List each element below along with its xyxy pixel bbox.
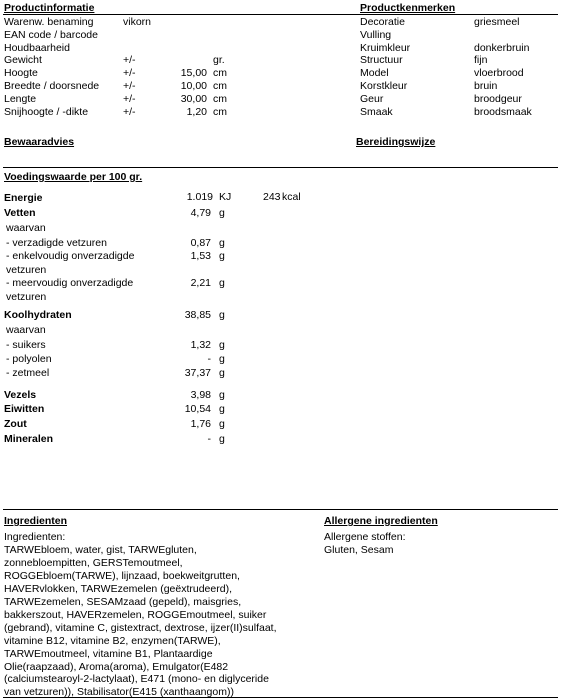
storage-heading: Bewaaradvies — [4, 136, 75, 148]
nutrition-unit: g — [219, 237, 225, 249]
nutrition-unit: g — [219, 207, 225, 219]
product-info-tolerance: +/- — [123, 54, 136, 67]
nutrition-value: 2,21 — [190, 277, 211, 289]
nutrition-value: 4,79 — [190, 207, 211, 219]
nutrition-label-line2: vetzuren — [6, 290, 47, 303]
product-info-unit: gr. — [213, 54, 225, 67]
ingredients-line: Olie(raapzaad), Aroma(aroma), Emulgator(E482 — [4, 660, 229, 673]
ingredients-line: TARWEbloem, water, gist, TARWEgluten, — [4, 543, 197, 556]
product-info-tolerance: +/- — [123, 67, 136, 80]
ingredients-line: ROGGEbloem(TARWE), lijnzaad, boekweitgrutten, — [4, 569, 240, 582]
ingredients-line: Ingredienten: — [4, 531, 66, 543]
nutrition-unit: g — [219, 418, 225, 430]
allergens-value: Gluten, Sesam — [324, 544, 394, 556]
nutrition-unit: g — [219, 309, 225, 321]
product-info-label: Warenw. benaming — [4, 16, 94, 28]
product-info-value: 15,00 — [180, 67, 207, 80]
product-info-label: Gewicht — [4, 54, 42, 67]
product-info-value: 1,20 — [186, 105, 207, 118]
nutrition-unit: g — [219, 277, 225, 289]
allergens-heading: Allergene ingredienten — [324, 515, 438, 527]
product-info-tolerance: +/- — [123, 92, 136, 105]
nutrition-label-line2: vetzuren — [6, 263, 47, 276]
product-feature-label: Smaak — [360, 105, 393, 118]
nutrition-label — [6, 277, 166, 304]
ingredients-line: vitamine B12, vitamine B2, enzymen(TARWE), — [4, 634, 221, 647]
product-info-label: Lengte — [4, 92, 37, 105]
ingredients-line: HAVERvlokken, TARWEzemelen (geëxtrudeerd), — [4, 582, 232, 595]
ingredients-rule — [3, 509, 558, 510]
nutrition-label: - zetmeel — [6, 367, 50, 379]
product-feature-value: fijn — [474, 54, 488, 67]
energy-label: Energie — [4, 192, 43, 204]
product-info-unit: cm — [213, 105, 227, 118]
product-info-unit: cm — [213, 67, 227, 80]
nutrition-label: Koolhydraten — [4, 309, 72, 321]
nutrition-label: Vezels — [4, 389, 37, 401]
nutrition-value: 3,98 — [190, 389, 211, 401]
bottom-rule — [3, 697, 558, 698]
product-info-tolerance: +/- — [123, 80, 136, 92]
ingredients-line: TARWEmoutmeel, vitamine B1, Plantaardige — [4, 647, 213, 660]
nutrition-label: waarvan — [6, 324, 46, 336]
product-feature-label: Structuur — [360, 54, 403, 67]
nutrition-value: 10,54 — [184, 403, 211, 415]
nutrition-heading: Voedingswaarde per 100 gr. — [4, 171, 143, 183]
product-feature-label: Korstkleur — [360, 80, 408, 92]
nutrition-value: 37,37 — [184, 367, 211, 379]
nutrition-label: - polyolen — [6, 353, 52, 365]
nutrition-value: 0,87 — [190, 237, 211, 249]
allergens-label: Allergene stoffen: — [324, 531, 406, 543]
ingredients-line: TARWEzemelen, SESAMzaad (gepeld), maisgries, — [4, 595, 242, 608]
product-info-label: Hoogte — [4, 67, 38, 80]
nutrition-label-line1: - enkelvoudig onverzadigde — [6, 250, 135, 262]
nutrition-label: - suikers — [6, 339, 46, 351]
nutrition-label: Mineralen — [4, 433, 54, 445]
nutrition-value: - — [207, 353, 211, 365]
nutrition-label-line1: - meervoudig onverzadigde — [6, 277, 134, 289]
product-feature-value: bruin — [474, 80, 498, 92]
product-feature-label: Geur — [360, 92, 384, 105]
product-info-label: Houdbaarheid — [4, 41, 70, 54]
nutrition-unit: g — [219, 403, 225, 415]
product-feature-label: Model — [360, 67, 389, 80]
product-info-label: EAN code / barcode — [4, 28, 98, 41]
product-info-unit: cm — [213, 92, 227, 105]
nutrition-value: - — [207, 433, 211, 445]
product-info-unit: cm — [213, 80, 227, 92]
product-feature-value: vloerbrood — [474, 67, 524, 80]
product-info-value: 10,00 — [180, 80, 207, 92]
nutrition-label: - verzadigde vetzuren — [6, 237, 107, 249]
product-info-tolerance: +/- — [123, 105, 136, 118]
nutrition-value: 38,85 — [184, 309, 211, 321]
product-feature-value: griesmeel — [474, 16, 520, 28]
nutrition-unit: g — [219, 339, 225, 351]
nutrition-label: Zout — [4, 418, 27, 430]
product-feature-label: Decoratie — [360, 16, 405, 28]
nutrition-rule — [3, 167, 558, 168]
product-info-value: vikorn — [123, 16, 152, 28]
energy-kj-unit: KJ — [219, 191, 232, 203]
product-feature-value: broodsmaak — [474, 105, 532, 118]
ingredients-line: bakkerszout, HAVERzemelen, ROGGEmoutmeel, suiker — [4, 608, 267, 621]
ingredients-line: zonnebloempitten, GERSTemoutmeel, — [4, 556, 183, 569]
nutrition-label: Vetten — [4, 207, 36, 219]
nutrition-label: waarvan — [6, 222, 46, 234]
ingredients-line: van vetzuren)), Stabilisator(E415 (xanthaangom)) — [4, 686, 234, 699]
preparation-heading: Bereidingswijze — [356, 136, 436, 148]
nutrition-unit: g — [219, 367, 225, 379]
nutrition-unit: g — [219, 389, 225, 401]
nutrition-value: 1,32 — [190, 339, 211, 351]
nutrition-value: 1,76 — [190, 418, 211, 430]
product-feature-label: Vulling — [360, 28, 392, 41]
energy-kcal-value: 243 — [263, 191, 281, 203]
product-feature-value: broodgeur — [474, 92, 522, 105]
energy-kcal-unit: kcal — [282, 191, 301, 203]
nutrition-label: Eiwitten — [4, 403, 45, 415]
nutrition-unit: g — [219, 433, 225, 445]
nutrition-unit: g — [219, 250, 225, 262]
ingredients-heading: Ingredienten — [4, 515, 68, 527]
product-info-label: Snijhoogte / -dikte — [4, 105, 89, 118]
energy-kj-value: 1.019 — [186, 191, 213, 203]
product-features-heading: Productkenmerken — [360, 2, 456, 14]
nutrition-unit: g — [219, 353, 225, 365]
ingredients-line: (gebrand), vitamine C, gistextract, dextrose, ijzer(II)sulfaat, — [4, 621, 277, 634]
ingredients-line: (calciumstearoyl-2-lactylaat), E471 (mono- en diglyceride — [4, 673, 269, 686]
product-feature-value: donkerbruin — [474, 41, 530, 54]
product-feature-label: Kruimkleur — [360, 41, 411, 54]
nutrition-value: 1,53 — [190, 250, 211, 262]
nutrition-label — [6, 250, 166, 277]
product-info-value: 30,00 — [180, 92, 207, 105]
product-info-label: Breedte / doorsnede — [4, 80, 100, 92]
product-info-heading: Productinformatie — [4, 2, 95, 14]
